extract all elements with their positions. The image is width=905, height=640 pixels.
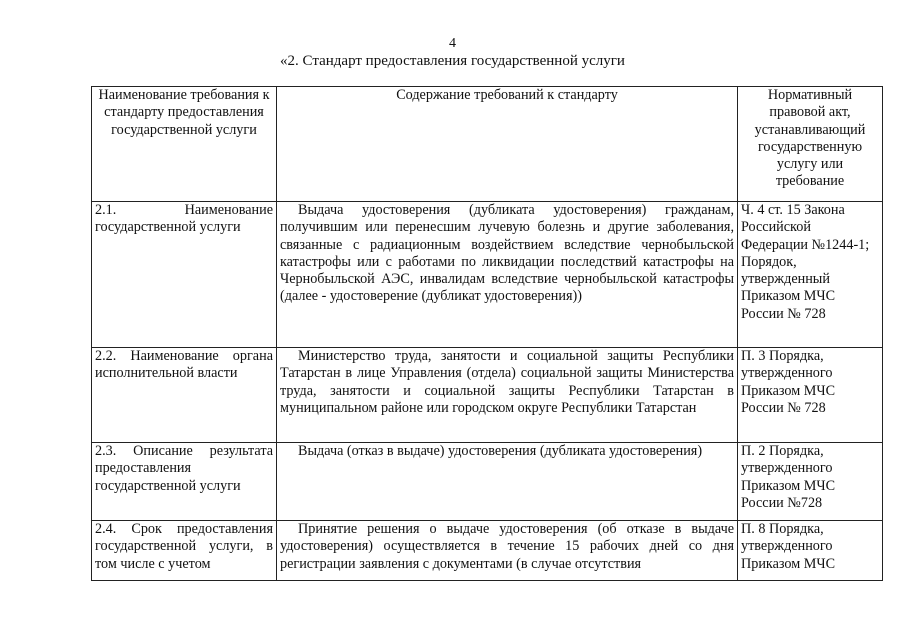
requirement-content-cell: Выдача (отказ в выдаче) удостоверения (дубликата удостоверения) <box>277 443 738 521</box>
table-row <box>92 348 883 443</box>
legal-act-text: П. 8 Порядка, утвержденного Приказом МЧС <box>741 521 836 572</box>
requirement-name-cell <box>92 521 277 581</box>
standard-table <box>91 86 883 581</box>
requirement-content-cell: Министерство труда, занятости и социальной защиты Республики Татарстан в лице Управления (отдела) социальной защиты Министерства труда, занятости и социальной защиты Республики Татарстан в муниципальном районе или городском округе Республики Татарстан <box>277 348 738 443</box>
table-header-row <box>92 87 883 202</box>
legal-act-cell <box>738 521 883 581</box>
legal-act-cell: П. 2 Порядка, утвержденного Приказом МЧС России №728 <box>738 443 883 521</box>
legal-act-cell: Ч. 4 ст. 15 Закона Российской Федерации №1244-1; Порядок, утвержденный Приказом МЧС России № 728 <box>738 202 883 348</box>
header-requirement-name: Наименование требования к стандарту предоставления государственной услуги <box>92 87 277 202</box>
table-row <box>92 202 883 348</box>
header-requirement-content: Содержание требований к стандарту <box>277 87 738 202</box>
requirement-content-cell: Выдача удостоверения (дубликата удостоверения) гражданам, получившим или перенесшим лучевую болезнь и другие заболевания, связанные с радиационным воздействием вследствие чернобыльской катастрофы или с работами по ликвидации последствий катастрофы на Чернобыльской АЭС, инвалидам вследствие чернобыльской катастрофы (далее - удостоверение (дубликат удостоверения)) <box>277 202 738 348</box>
requirement-content-text: Принятие решения о выдаче удостоверения (об отказе в выдаче удостоверения) осуществляется в течение 15 рабочих дней со дня регистрации заявления с документами (в случае отсутствия <box>280 521 734 572</box>
section-heading: «2. Стандарт предоставления государственной услуги <box>280 53 625 69</box>
requirement-content-cell <box>277 521 738 581</box>
table-row <box>92 443 883 521</box>
legal-act-cell: П. 3 Порядка, утвержденного Приказом МЧС России № 728 <box>738 348 883 443</box>
table-row <box>92 521 883 581</box>
header-legal-act: Нормативный правовой акт, устанавливающий государственную услугу или требование <box>738 87 883 202</box>
requirement-name-text: 2.4. Срок предоставления государственной услуги, в том числе с учетом <box>95 521 273 572</box>
page-number: 4 <box>449 36 456 51</box>
requirement-name-cell: 2.3. Описание результата предоставления государственной услуги <box>92 443 277 521</box>
requirement-name-cell: 2.2. Наименование органа исполнительной власти <box>92 348 277 443</box>
requirement-name-cell: 2.1. Наименование государственной услуги <box>92 202 277 348</box>
